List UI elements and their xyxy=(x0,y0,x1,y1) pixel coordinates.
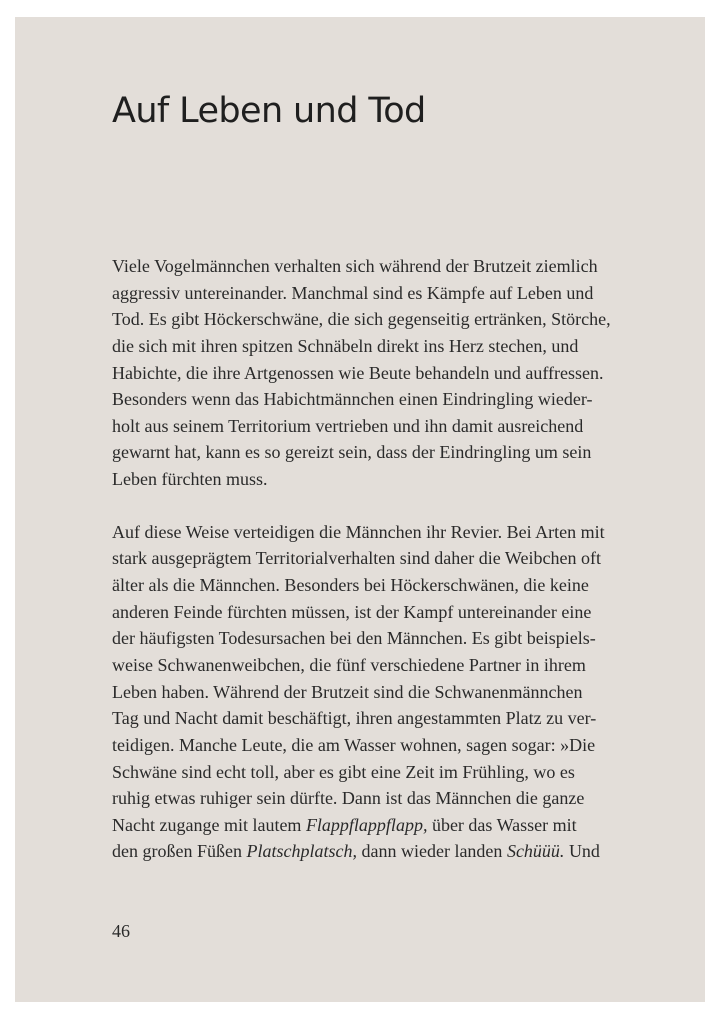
text-line: Leben haben. Während der Brutzeit sind die Schwanenmännchen xyxy=(112,681,583,702)
text-line: der häufigsten Todesursachen bei den Männchen. Es gibt beispiels- xyxy=(112,628,596,649)
text-line: älter als die Männchen. Besonders bei Höckerschwänen, die keine xyxy=(112,575,589,596)
italic-sound-word: Platschplatsch, xyxy=(246,841,357,862)
book-page xyxy=(15,17,705,1002)
paragraph-1 xyxy=(112,253,622,493)
paragraph-2 xyxy=(112,519,622,865)
text-line: teidigen. Manche Leute, die am Wasser wohnen, sagen sogar: »Die xyxy=(112,734,596,755)
text-line: Auf diese Weise verteidigen die Männchen ihr Revier. Bei Arten mit xyxy=(112,521,605,542)
text-line: Besonders wenn das Habichtmännchen einen Eindringling wieder- xyxy=(112,389,593,410)
body-text xyxy=(112,253,622,865)
text-line: weise Schwanenweibchen, die fünf verschiedene Partner in ihrem xyxy=(112,654,586,675)
text-line-with-italics xyxy=(112,812,622,839)
text-line-with-italics xyxy=(112,838,622,865)
text-line: Tod. Es gibt Höckerschwäne, die sich gegenseitig ertränken, Störche, xyxy=(112,309,611,330)
text-run: den großen Füßen xyxy=(112,841,247,862)
text-line: holt aus seinem Territorium vertrieben und ihn damit ausreichend xyxy=(112,415,584,436)
text-line: Habichte, die ihre Artgenossen wie Beute behandeln und auffressen. xyxy=(112,362,604,383)
text-line: Leben fürchten muss. xyxy=(112,469,268,490)
text-run: Nacht zugange mit lautem xyxy=(112,814,306,835)
text-line: die sich mit ihren spitzen Schnäbeln direkt ins Herz stechen, und xyxy=(112,335,579,356)
italic-sound-word: Schüüü. xyxy=(506,841,565,862)
paragraph-gap xyxy=(112,493,622,519)
text-line: gewarnt hat, kann es so gereizt sein, dass der Eindringling um sein xyxy=(112,442,592,463)
text-line: anderen Feinde fürchten müssen, ist der Kampf untereinander eine xyxy=(112,601,592,622)
text-line: Tag und Nacht damit beschäftigt, ihren angestammten Platz zu ver- xyxy=(112,708,597,729)
text-run: Und xyxy=(564,841,600,862)
text-line: Schwäne sind echt toll, aber es gibt eine Zeit im Frühling, wo es xyxy=(112,761,575,782)
text-run: dann wieder landen xyxy=(356,841,507,862)
text-line: aggressiv untereinander. Manchmal sind es Kämpfe auf Leben und xyxy=(112,282,594,303)
page-number: 46 xyxy=(112,921,130,941)
text-run: über das Wasser mit xyxy=(427,814,577,835)
text-line: stark ausgeprägtem Territorialverhalten sind daher die Weibchen oft xyxy=(112,548,601,569)
text-line: ruhig etwas ruhiger sein dürfte. Dann ist das Männchen die ganze xyxy=(112,788,585,809)
italic-sound-word: Flappflappflapp, xyxy=(305,814,428,835)
text-line: Viele Vogelmännchen verhalten sich während der Brutzeit ziemlich xyxy=(112,256,598,276)
chapter-title: Auf Leben und Tod xyxy=(112,91,426,131)
